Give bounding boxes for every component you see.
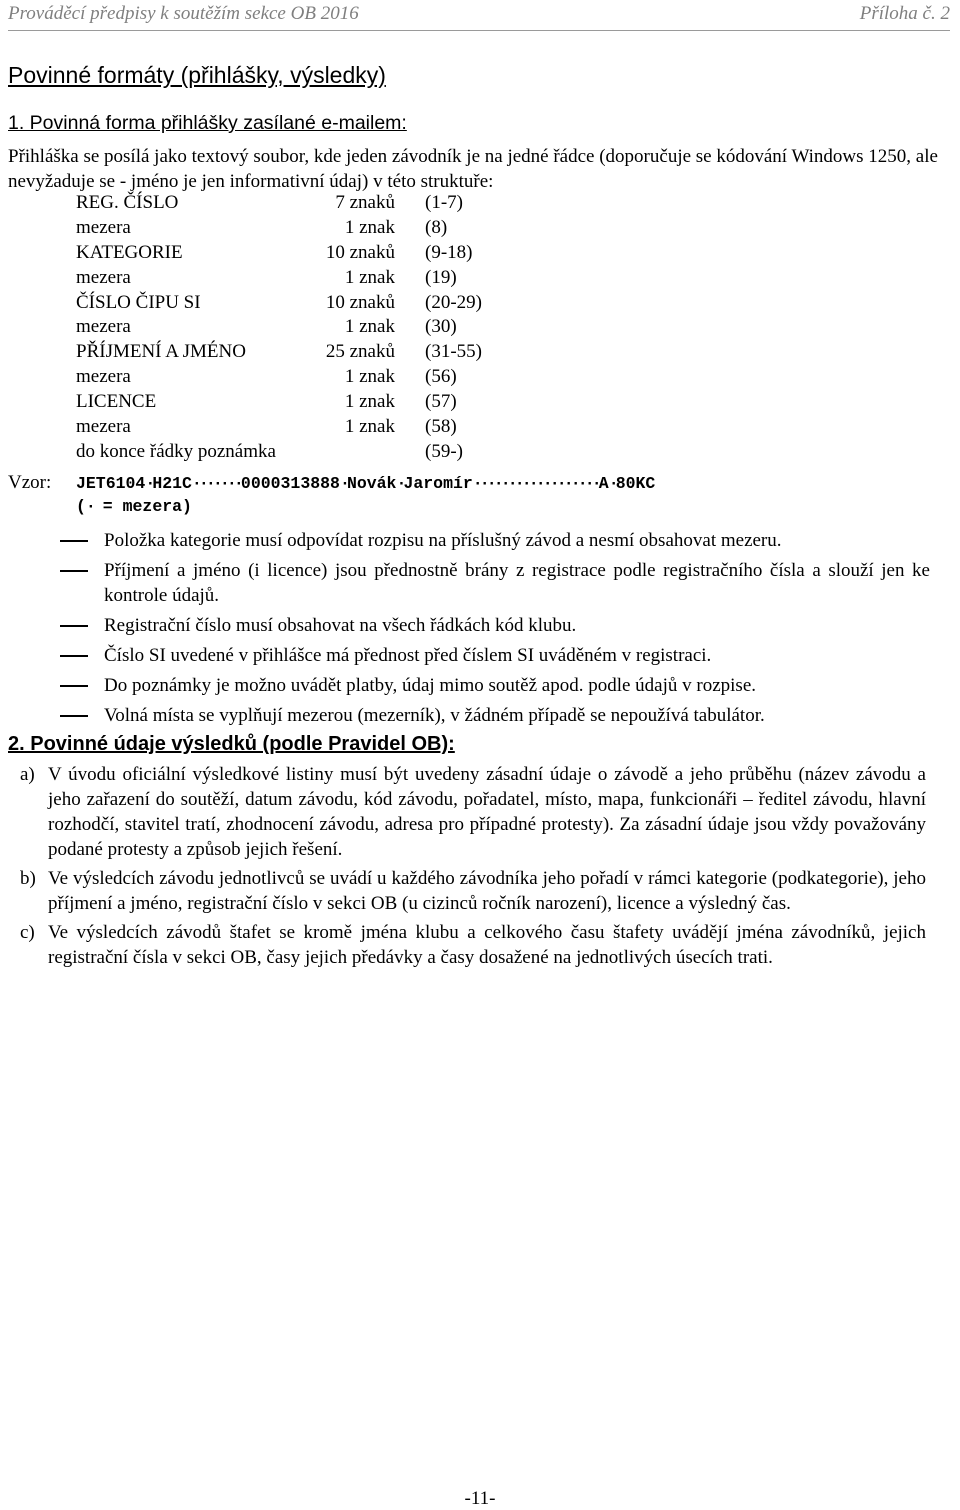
- space-dot-icon: ·: [396, 474, 407, 493]
- field-position: (1-7): [425, 192, 463, 213]
- field-length: 10 znaků: [325, 241, 395, 263]
- field-position: (58): [425, 416, 457, 438]
- field-name: REG. ČÍSLO: [76, 192, 179, 213]
- list-item-text: Položka kategorie musí odpovídat rozpisu na příslušný závod a nesmí obsahovat mezeru.: [104, 530, 782, 551]
- dash-bullet-icon: [60, 625, 88, 627]
- list-item-text: Ve výsledcích závodu jednotlivců se uvádí u každého závodníka jeho pořadí v rámci kategorie (podkategorie), jeho příjmení a jméno, registrační číslo v sekci OB (u cizinců ročník narození), licence a výsledný čas.: [48, 868, 926, 914]
- example-category: H21C: [152, 474, 192, 493]
- space-dot-icon: ·: [339, 474, 350, 493]
- legend-open: (: [76, 497, 86, 516]
- results-requirements-list: [20, 762, 926, 974]
- space-dot-run-icon: ··················: [472, 474, 602, 493]
- space-dot-run-icon: ·······: [191, 474, 244, 493]
- header-title: Prováděcí předpisy k soutěžím sekce OB 2016: [8, 3, 359, 24]
- field-name: LICENCE: [76, 391, 157, 413]
- list-item-text: V úvodu oficiální výsledkové listiny musí být uvedeny zásadní údaje o závodě a jeho průběhu (název závodu a jeho zařazení do soutěží, datum závodu, kód závodu, pořadatel, místo, mapa, funkcionáři – ředitel závodu, hlavní rozhodčí, stavitel tratí, zhodnocení závodu, adresa pro případné protesty). Za zásadní údaje jsou vždy považovány podané protesty a způsob jejich řešení.: [48, 764, 926, 860]
- field-length: 10 znaků: [325, 291, 395, 313]
- legend-text: = mezera): [92, 497, 192, 516]
- example-surname: Novák: [346, 474, 397, 493]
- field-position: (57): [425, 391, 457, 413]
- example-record: [76, 474, 655, 493]
- dash-bullet-icon: [60, 540, 88, 542]
- field-position: (59-): [425, 440, 463, 462]
- example-legend: [76, 497, 192, 516]
- field-position: (19): [425, 266, 457, 288]
- example-firstname: Jaromír: [403, 474, 473, 493]
- field-length: 1 znak: [344, 391, 395, 413]
- list-item-text: Registrační číslo musí obsahovat na všech řádkách kód klubu.: [104, 615, 577, 636]
- field-name: mezera: [76, 216, 131, 238]
- field-position: (31-55): [425, 341, 482, 363]
- field-position: (9-18): [425, 241, 473, 263]
- section2-heading: 2. Povinné údaje výsledků (podle Pravidel OB):: [8, 733, 455, 755]
- field-length: 25 znaků: [325, 341, 395, 363]
- field-structure-table: [76, 192, 536, 466]
- dash-bullet-icon: [60, 685, 88, 687]
- field-row: [76, 366, 536, 391]
- field-position: (8): [425, 216, 448, 238]
- page-number: -11-: [464, 1488, 496, 1509]
- list-item-marker: a): [20, 764, 35, 785]
- dash-bullet-icon: [60, 655, 88, 657]
- dash-bullet-icon: [60, 715, 88, 717]
- field-row: [76, 441, 536, 466]
- section1-intro: Přihláška se posílá jako textový soubor, kde jeden závodník je na jedné řádce (doporučuje se kódování Windows 1250, ale nevyžaduje se - jméno je jen informativní údaj) v této struktuře:: [8, 146, 938, 192]
- list-item: [20, 866, 926, 916]
- field-name: mezera: [76, 366, 131, 388]
- field-name: mezera: [76, 266, 131, 288]
- list-item-text: Do poznámky je možno uvádět platby, údaj mimo soutěž apod. podle údajů v rozpise.: [104, 675, 757, 696]
- page-title: Povinné formáty (přihlášky, výsledky): [8, 62, 386, 88]
- list-item: [60, 703, 930, 728]
- dash-bullet-icon: [60, 570, 88, 572]
- field-name: mezera: [76, 416, 131, 438]
- field-row: [76, 242, 536, 267]
- field-length: 7 znaků: [335, 192, 395, 213]
- field-row: [76, 316, 536, 341]
- field-name: ČÍSLO ČIPU SI: [76, 291, 201, 313]
- field-row: [76, 341, 536, 366]
- list-item: [60, 528, 930, 553]
- list-item-text: Volná místa se vyplňují mezerou (mezerník), v žádném případě se nepoužívá tabulátor.: [104, 705, 765, 726]
- field-length: 1 znak: [344, 366, 395, 388]
- example-note: 80KC: [615, 474, 656, 493]
- field-position: (20-29): [425, 291, 482, 313]
- header-appendix: Příloha č. 2: [859, 3, 950, 24]
- field-row: [76, 416, 536, 441]
- field-length: 1 znak: [344, 216, 395, 238]
- example-reg-number: JET6104: [76, 474, 146, 493]
- field-length: 1 znak: [344, 266, 395, 288]
- field-length: 1 znak: [344, 416, 395, 438]
- field-position: (56): [425, 366, 457, 388]
- field-position: (30): [425, 316, 457, 338]
- rules-list: [60, 528, 930, 733]
- example-label: Vzor:: [8, 472, 52, 493]
- field-name: PŘÍJMENÍ A JMÉNO: [76, 341, 246, 363]
- list-item: [60, 673, 930, 698]
- space-dot-icon: ·: [145, 474, 156, 493]
- list-item-text: Příjmení a jméno (i licence) jsou přednostně brány z registrace podle registračního čísla a slouží jen ke kontrole údajů.: [104, 560, 930, 606]
- field-name: do konce řádky poznámka: [76, 440, 276, 462]
- field-row: [76, 292, 536, 317]
- field-row: [76, 391, 536, 416]
- field-name: KATEGORIE: [76, 241, 183, 263]
- list-item: [20, 762, 926, 862]
- field-row: [76, 192, 536, 217]
- field-row: [76, 217, 536, 242]
- field-length: 1 znak: [344, 316, 395, 338]
- list-item-text: Ve výsledcích závodů štafet se kromě jména klubu a celkového času štafety uvádějí jména závodníků, jejich registrační čísla v sekci OB, časy jejich předávky a časy dosažené na jednotlivých úsecích trati.: [48, 922, 926, 968]
- list-item: [60, 613, 930, 638]
- list-item: [60, 643, 930, 668]
- list-item-marker: b): [20, 868, 36, 889]
- example-licence: A: [598, 474, 609, 493]
- list-item: [60, 558, 930, 608]
- page-header: [8, 2, 950, 31]
- example-chip-number: 0000313888: [240, 474, 340, 493]
- field-name: mezera: [76, 316, 131, 338]
- space-dot-icon: ·: [608, 474, 619, 493]
- field-row: [76, 267, 536, 292]
- list-item: [20, 920, 926, 970]
- section1-heading: 1. Povinná forma přihlášky zasílané e-mailem:: [8, 112, 407, 134]
- space-dot-icon: ·: [85, 497, 96, 516]
- list-item-marker: c): [20, 922, 35, 943]
- list-item-text: Číslo SI uvedené v přihlášce má přednost před číslem SI uváděném v registraci.: [104, 645, 712, 666]
